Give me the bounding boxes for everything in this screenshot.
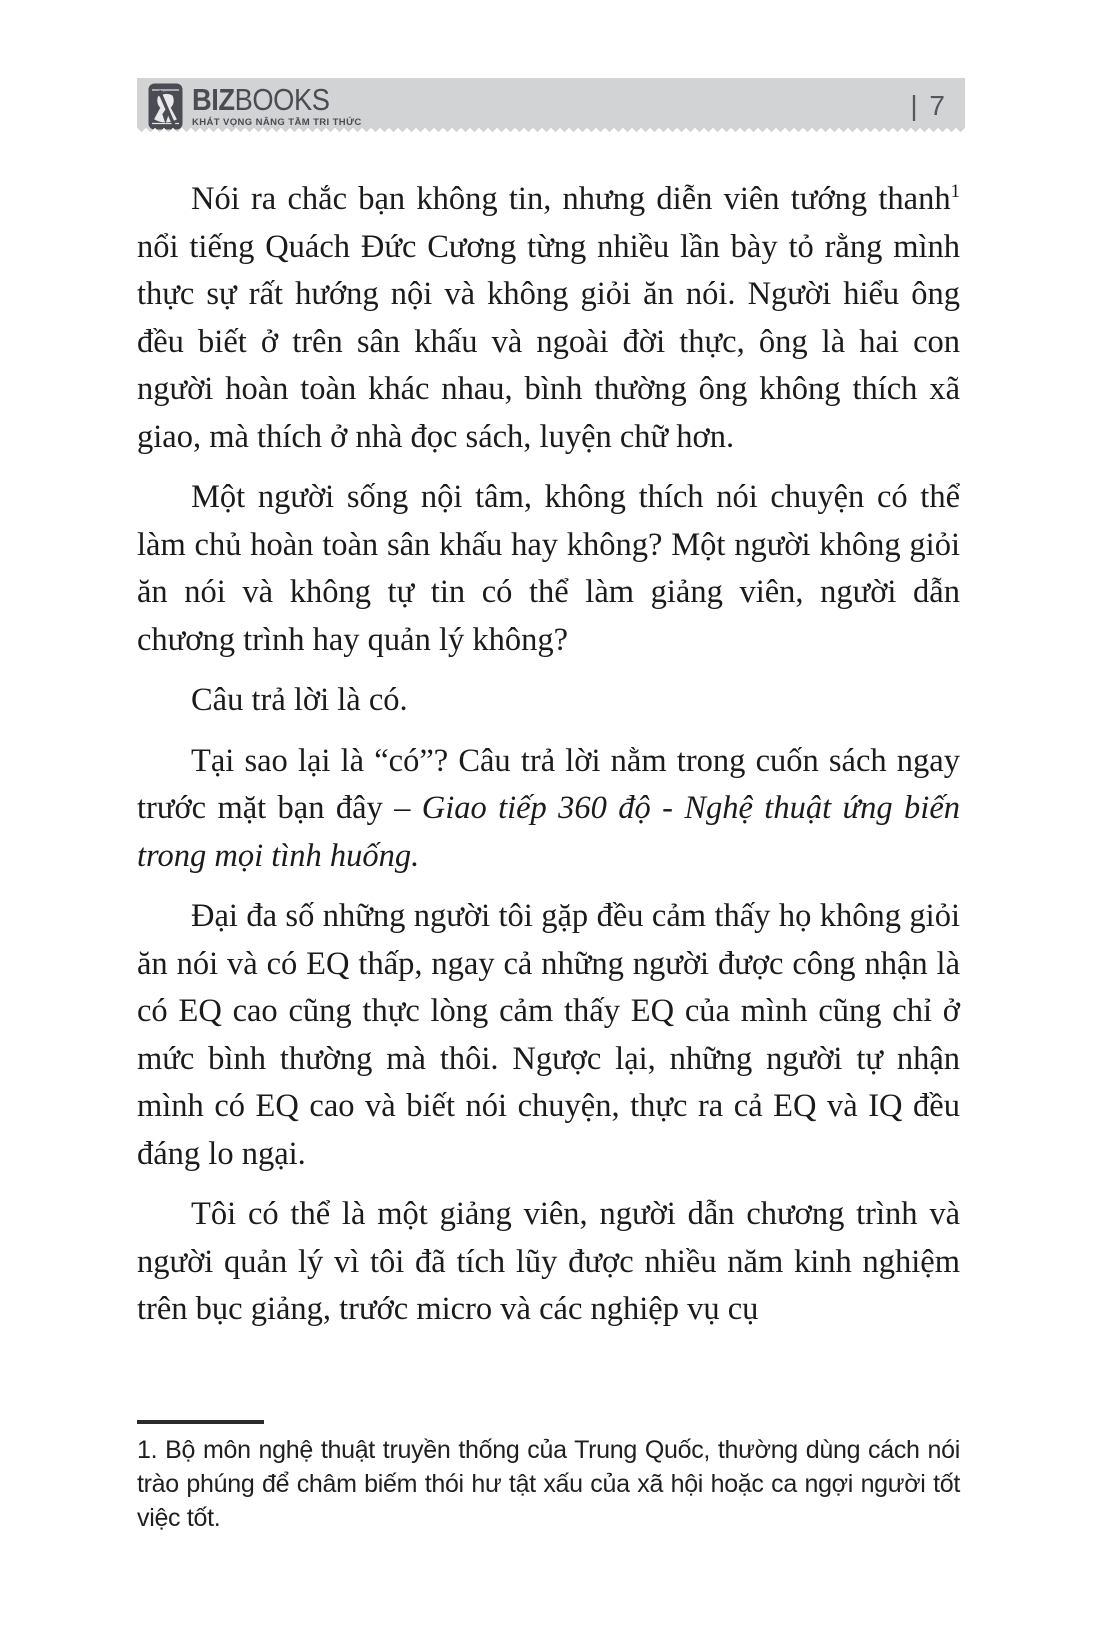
logo-brand-biz: BIZ — [192, 81, 235, 117]
paragraph-1 — [137, 176, 960, 461]
paragraph-2: Một người sống nội tâm, không thích nói chuyện có thể làm chủ hoàn toàn sân khấu hay không? Một người không giỏi ăn nói và không tự tin có thể làm giảng viên, người dẫn chương trình hay quản lý không? — [137, 479, 960, 658]
publisher-logo — [148, 83, 362, 130]
footnote-section — [137, 1420, 960, 1535]
book-title: Giao tiếp 360 độ - Nghệ thuật ứng biến trong mọi tình huống. — [137, 790, 960, 874]
logo-text — [192, 81, 362, 128]
paragraph-1-continued: nổi tiếng Quách Đức Cương từng nhiều lần bày tỏ rằng mình thực sự rất hướng nội và không giỏi ăn nói. Người hiểu ông đều biết ở trên sân khấu và ngoài đời thực, ông là hai con người hoàn toàn khác nhau, bình thường ông không thích xã giao, mà thích ở nhà đọc sách, luyện chữ hơn. — [137, 228, 960, 455]
paragraph-4-text: Tại sao lại là “có”? Câu trả lời nằm trong cuốn sách ngay trước mặt bạn đây – — [137, 742, 960, 826]
footnote-text: 1. Bộ môn nghệ thuật truyền thống của Trung Quốc, thường dùng cách nói trào phúng để châm biếm thói hư tật xấu của xã hội hoặc ca ngợi người tốt việc tốt. — [137, 1436, 960, 1532]
logo-brand-books: BOOKS — [234, 81, 330, 117]
paragraph-3: Câu trả lời là có. — [191, 682, 408, 718]
paragraph-5: Đại đa số những người tôi gặp đều cảm thấy họ không giỏi ăn nói và có EQ thấp, ngay cả những người được công nhận là có EQ cao cũng thực lòng cảm thấy EQ của mình cũng chỉ ở mức bình thường mà thôi. Ngược lại, những người tự nhận mình có EQ cao và biết nói chuyện, thực ra cả EQ và IQ đều đáng lo ngại. — [137, 898, 960, 1172]
bizbooks-logo-icon — [148, 83, 183, 130]
paragraph-6: Tôi có thể là một giảng viên, người dẫn chương trình và người quản lý vì tôi đã tích lũy được nhiều năm kinh nghiệm trên bục giảng, trước micro và các nghiệp vụ cụ — [137, 1196, 960, 1327]
paragraph-4 — [137, 738, 960, 881]
page-number: | 7 — [910, 90, 947, 121]
footnote-divider — [137, 1420, 264, 1424]
footnote-reference: 1 — [950, 181, 960, 203]
page-header — [137, 78, 965, 134]
logo-tagline: KHÁT VỌNG NÂNG TẦM TRI THỨC — [192, 116, 362, 128]
paragraph-1-text: Nói ra chắc bạn không tin, nhưng diễn viên tướng thanh — [191, 181, 951, 217]
logo-brand — [192, 81, 341, 117]
page-body — [137, 176, 960, 1347]
